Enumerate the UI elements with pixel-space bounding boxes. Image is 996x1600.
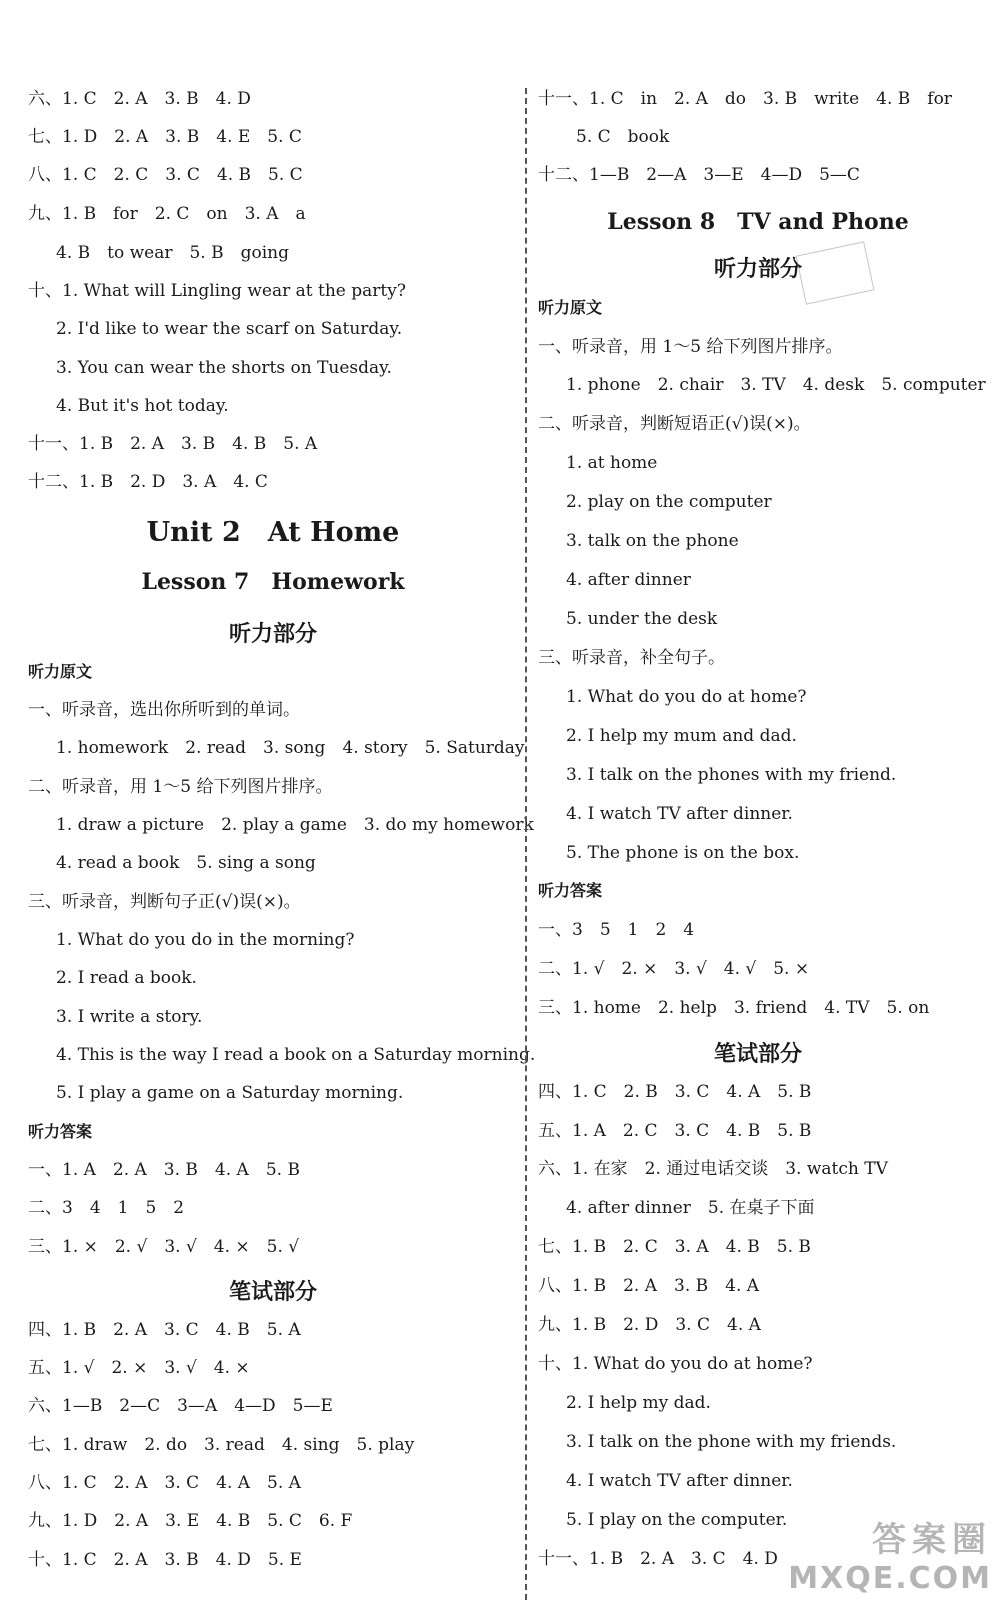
answer-line: 八、1. C 2. A 3. C 4. A 5. A — [28, 1473, 301, 1493]
question-line: 一、听录音，用 1～5 给下列图片排序。 — [538, 337, 843, 357]
question-line: 二、听录音，用 1～5 给下列图片排序。 — [28, 777, 333, 797]
lesson-title: Lesson 7 Homework — [141, 569, 405, 595]
answer-line: 十二、1. B 2. D 3. A 4. C — [28, 472, 268, 492]
answer-line: 5. I play on the computer. — [566, 1510, 788, 1530]
answer-line: 十一、1. B 2. A 3. C 4. D — [538, 1549, 778, 1569]
answer-line: 3. I talk on the phones with my friend. — [566, 765, 897, 785]
answer-line: 九、1. B 2. D 3. C 4. A — [538, 1315, 761, 1335]
unit-title: Unit 2 At Home — [146, 517, 400, 548]
watermark-logo: 答案圈 — [872, 1520, 992, 1560]
answer-line: 5. I play a game on a Saturday morning. — [56, 1083, 404, 1103]
answer-line: 八、1. B 2. A 3. B 4. A — [538, 1276, 760, 1296]
answer-line: 六、1—B 2—C 3—A 4—D 5—E — [28, 1396, 333, 1416]
watermark-url: MXQE.COM — [788, 1561, 992, 1596]
answer-line: 4. after dinner 5. 在桌子下面 — [566, 1198, 815, 1218]
section-heading: 笔试部分 — [713, 1042, 802, 1067]
answer-line: 十、1. C 2. A 3. B 4. D 5. E — [28, 1550, 302, 1570]
answer-line: 5. C book — [576, 127, 670, 147]
answer-line: 2. play on the computer — [566, 492, 772, 512]
answer-line: 4. I watch TV after dinner. — [566, 804, 793, 824]
answer-line: 4. B to wear 5. B going — [56, 243, 289, 263]
stamp-mark — [796, 241, 875, 304]
answer-line: 四、1. B 2. A 3. C 4. B 5. A — [28, 1320, 301, 1340]
section-heading: 听力部分 — [713, 257, 802, 282]
answer-line: 八、1. C 2. C 3. C 4. B 5. C — [28, 165, 303, 185]
answer-line: 七、1. D 2. A 3. B 4. E 5. C — [28, 127, 302, 147]
answer-line: 十二、1—B 2—A 3—E 4—D 5—C — [538, 165, 860, 185]
column-divider — [525, 88, 527, 1600]
answer-line: 1. phone 2. chair 3. TV 4. desk 5. computer — [566, 375, 986, 395]
answer-line: 4. read a book 5. sing a song — [56, 853, 316, 873]
answer-line: 十、1. What do you do at home? — [538, 1354, 813, 1374]
subsection-heading: 听力答案 — [28, 1122, 93, 1141]
answer-line: 十、1. What will Lingling wear at the party? — [28, 281, 406, 301]
answer-line: 十一、1. B 2. A 3. B 4. B 5. A — [28, 434, 318, 454]
answer-line: 4. I watch TV after dinner. — [566, 1471, 793, 1491]
answer-line: 1. What do you do in the morning? — [56, 930, 355, 950]
subsection-heading: 听力原文 — [538, 298, 603, 317]
subsection-heading: 听力原文 — [28, 662, 93, 681]
answer-line: 九、1. B for 2. C on 3. A a — [28, 204, 306, 224]
answer-line: 一、1. A 2. A 3. B 4. A 5. B — [28, 1160, 300, 1180]
answer-line: 2. I help my mum and dad. — [566, 726, 797, 746]
subsection-heading: 听力答案 — [538, 881, 603, 900]
question-line: 三、听录音，判断句子正(√)误(×)。 — [28, 892, 301, 912]
answer-line: 3. talk on the phone — [566, 531, 739, 551]
watermark — [788, 1512, 992, 1596]
answer-line: 2. I help my dad. — [566, 1393, 711, 1413]
lesson-title: Lesson 8 TV and Phone — [607, 209, 909, 235]
section-heading: 听力部分 — [228, 622, 317, 647]
answer-line: 1. homework 2. read 3. song 4. story 5. Saturday — [56, 738, 525, 758]
answer-line: 九、1. D 2. A 3. E 4. B 5. C 6. F — [28, 1511, 353, 1531]
answer-line: 二、1. √ 2. × 3. √ 4. √ 5. × — [538, 959, 810, 979]
answer-line: 四、1. C 2. B 3. C 4. A 5. B — [538, 1082, 812, 1102]
answer-line: 1. draw a picture 2. play a game 3. do my homework — [56, 815, 534, 835]
answer-line: 4. But it's hot today. — [56, 396, 229, 416]
answer-line: 2. I'd like to wear the scarf on Saturday. — [56, 319, 403, 339]
answer-line: 5. The phone is on the box. — [566, 843, 800, 863]
answer-line: 六、1. C 2. A 3. B 4. D — [28, 89, 251, 109]
answer-line: 1. What do you do at home? — [566, 687, 807, 707]
answer-line: 五、1. A 2. C 3. C 4. B 5. B — [538, 1121, 812, 1141]
answer-line: 4. after dinner — [566, 570, 691, 590]
question-line: 二、听录音，判断短语正(√)误(×)。 — [538, 414, 811, 434]
answer-line: 1. at home — [566, 453, 658, 473]
answer-line: 3. I write a story. — [56, 1007, 203, 1027]
answer-line: 二、3 4 1 5 2 — [28, 1198, 185, 1218]
answer-line: 4. This is the way I read a book on a Saturday morning. — [56, 1045, 536, 1065]
answer-line: 三、1. home 2. help 3. friend 4. TV 5. on — [538, 998, 930, 1018]
answer-line: 五、1. √ 2. × 3. √ 4. × — [28, 1358, 250, 1378]
section-heading: 笔试部分 — [228, 1280, 317, 1305]
answer-line: 六、1. 在家 2. 通过电话交谈 3. watch TV — [538, 1159, 888, 1179]
answer-line: 十一、1. C in 2. A do 3. B write 4. B for — [538, 89, 952, 109]
answer-line: 2. I read a book. — [56, 968, 197, 988]
question-line: 三、听录音，补全句子。 — [538, 648, 725, 668]
answer-line: 3. I talk on the phone with my friends. — [566, 1432, 897, 1452]
answer-line: 一、3 5 1 2 4 — [538, 920, 695, 940]
answer-line: 七、1. draw 2. do 3. read 4. sing 5. play — [28, 1435, 415, 1455]
answer-line: 七、1. B 2. C 3. A 4. B 5. B — [538, 1237, 811, 1257]
answer-line: 3. You can wear the shorts on Tuesday. — [56, 358, 392, 378]
answer-line: 5. under the desk — [566, 609, 718, 629]
answer-line: 三、1. × 2. √ 3. √ 4. × 5. √ — [28, 1237, 300, 1257]
question-line: 一、听录音，选出你所听到的单词。 — [28, 700, 300, 720]
